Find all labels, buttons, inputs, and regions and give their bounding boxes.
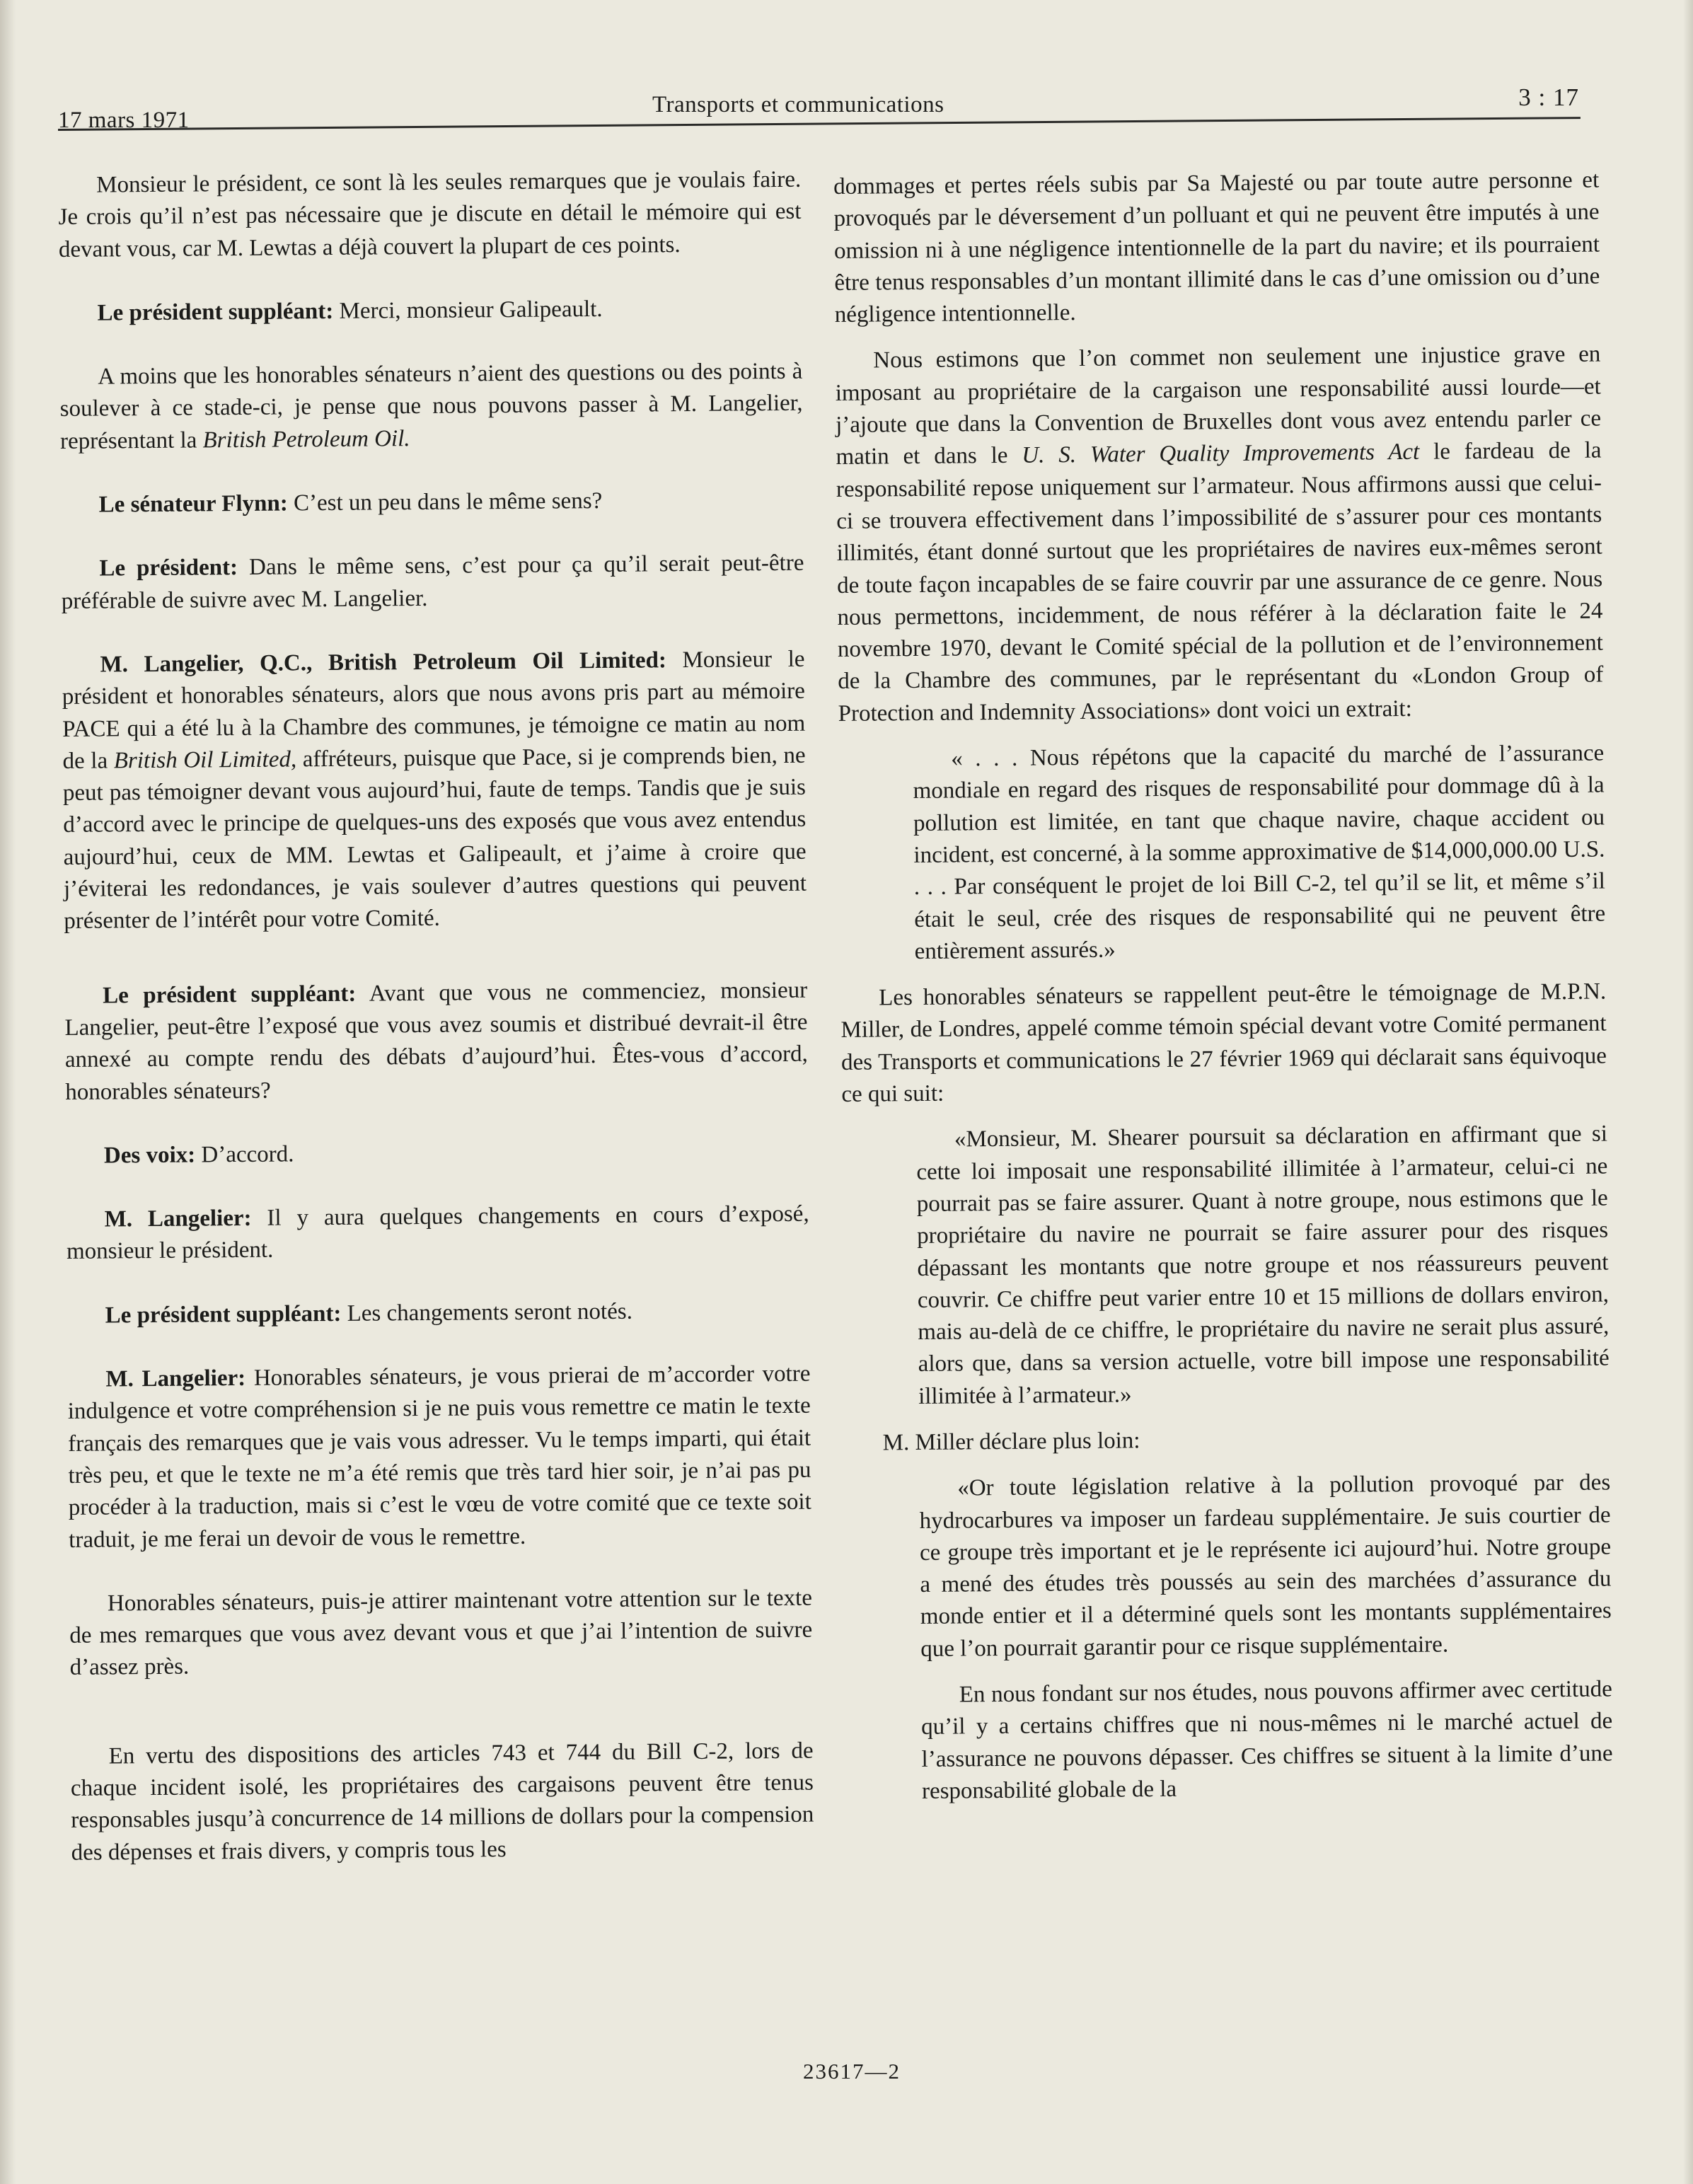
- paragraph: Les honorables sénateurs se rappellent peut-être le témoignage de M.P.N. Miller, de Londres, appelé comme témoin spécial devant votre Comité permanent des Transports et communications le 27 février 1969 qui déclarait sans équivoque ce qui suit:: [840, 978, 1607, 1107]
- speaker-label: Le sénateur Flynn:: [98, 490, 288, 518]
- speaker-label: M. Langelier:: [105, 1365, 246, 1392]
- speaker-label: Le président suppléant:: [105, 1300, 342, 1329]
- right-column: [833, 165, 1613, 1809]
- paragraph: [835, 339, 1604, 730]
- speech-text: Il y aura quelques changements en cours d’exposé, monsieur le président.: [66, 1201, 809, 1265]
- left-column: [58, 164, 814, 1869]
- header-date: 17 mars 1971: [58, 108, 190, 133]
- speaker-label: M. Langelier, Q.C., British Petroleum Oil Limited:: [100, 647, 667, 678]
- paragraph: En vertu des dispositions des articles 743 et 744 du Bill C-2, lors de chaque incident isolé, les propriétaires des cargaisons peuvent être tenus responsables jusqu’à concurrence de 14 millions de dollars pour la compension des dépenses et frais divers, y compris tous les: [70, 1738, 814, 1866]
- paragraph: [59, 292, 802, 330]
- paragraph: [64, 974, 808, 1108]
- speech-text: Les changements seront notés.: [341, 1298, 633, 1327]
- quote-block: « . . . Nous répétons que la capacité du marché de l’assurance mondiale en regard des risques de responsabilité pour dommage dû à la pollution est limitée, en tant que chaque navire, chaque accident ou incident, est concerné, à la somme approximative de $14,000,000.00 U.S. . . . Par conséquent le projet de loi Bill C-2, tel qu’il se lit, et même s’il était le seul, crée des risques de responsabilité qui ne peuvent être entièrement assurés.»: [913, 740, 1606, 964]
- paragraph: [66, 1135, 809, 1173]
- speech-text: Nous estimons que l’on commet non seulement une injustice grave en imposant au propriétaire de la cargaison une responsabilité aussi lourde—et j’ajoute que dans la Convention de Bruxelles dont vous avez entendu parler ce matin et dans le: [835, 342, 1602, 470]
- speaker-label: Le président suppléant:: [103, 981, 357, 1009]
- speech-text: Avant que vous ne commenciez, monsieur Langelier, peut-être l’exposé que vous avez soumis et distribué devrait-il être annexé au compte rendu des débats d’aujourd’hui. Êtes-vous d’accord, honorables sénateurs?: [64, 977, 808, 1105]
- speaker-label: Des voix:: [103, 1142, 196, 1169]
- paragraph: Monsieur le président, ce sont là les seules remarques que je voulais faire. Je crois qu’il n’est pas nécessaire que je discute en détail le mémoire qui est devant vous, car M. Lewtas a déjà couvert la plupart de ces points.: [58, 166, 802, 262]
- paragraph: [67, 1294, 810, 1332]
- page-edge-shadow: [0, 0, 16, 2184]
- speech-text: Honorables sénateurs, je vous prierai de m’accorder votre indulgence et votre compréhension si je ne puis vous remettre ce matin le texte français des remarques que je vais vous adresser. Vu le temps imparti, qui était très peu, et que le texte ne m’a été remis que très tard hier soir, je n’ai pas pu procéder à la traduction, mais si c’est le vœu de votre comité que ce texte soit traduit, je me ferai un devoir de vous le remettre.: [67, 1360, 811, 1553]
- italic-text: British Oil Limited,: [113, 746, 297, 774]
- italic-text: British Petroleum Oil.: [202, 425, 410, 453]
- quote-block: «Or toute législation relative à la pollution provoqué par des hydrocarbures va imposer un fardeau supplémentaire. Je suis courtier de ce groupe très important et je le représente ici aujourd’hui. Notre groupe a mené des études très poussés au sein des marchées d’assurance du monde entier et il a déterminé quels sont les montants supplémentaires que l’on pourrait garantir pour ce risque supplémentaire.: [919, 1469, 1612, 1662]
- speech-text: Merci, monsieur Galipeault.: [333, 296, 603, 324]
- paragraph: [62, 644, 807, 938]
- quote-block: «Monsieur, M. Shearer poursuit sa déclaration en affirmant que si cette loi imposait une responsabilité illimitée à l’armateur, celui-ci ne pourrait pas se faire assurer. Quant à notre groupe, nous estimons que le propriétaire du navire ne pourrait se faire assurer pour des risques dépassant les montants que notre groupe et nos réassureurs peuvent couvrir. Ce chiffre peut varier entre 10 et 15 millions de dollars environ, mais au-delà de ce chiffre, le propriétaire du navire ne serait plus assuré, alors que, dans sa version actuelle, votre bill impose une responsabilité illimitée à l’armateur.»: [916, 1121, 1610, 1409]
- speaker-label: M. Langelier:: [104, 1206, 252, 1232]
- paragraph: [67, 1358, 811, 1556]
- paragraph: [66, 1198, 809, 1269]
- paragraph: [61, 548, 804, 618]
- paragraph: dommages et pertes réels subis par Sa Majesté ou par toute autre personne et provoqués par le déversement d’un polluant et qui ne peuvent être imputés à une omission ni à une négligence intentionnelle de la part du navire; et ils pourraient être tenus responsables d’un montant illimité dans le cas d’une omission ou d’une négligence intentionnelle.: [833, 167, 1600, 328]
- header-title: Transports et communications: [652, 92, 944, 117]
- paragraph: Honorables sénateurs, puis-je attirer maintenant votre attention sur le texte de mes remarques que vous avez devant vous et que j’ai l’intention de suivre d’assez près.: [69, 1585, 813, 1681]
- speaker-label: Le président suppléant:: [97, 298, 334, 326]
- speech-text: D’accord.: [195, 1141, 294, 1168]
- header-page-ref: 3 : 17: [1518, 83, 1579, 111]
- italic-text: U. S. Water Quality Improvements Act: [1022, 439, 1420, 469]
- page-right-edge: [1683, 0, 1693, 2184]
- paragraph: [59, 356, 803, 458]
- page-footer-signature: 23617—2: [803, 2059, 901, 2084]
- speaker-label: Le président:: [99, 555, 238, 582]
- speech-text: affréteurs, puisque que Pace, si je comprends bien, ne peut pas témoigner devant vous aujourd’hui, faute de temps. Tandis que je suis d’accord avec le principe de quelques-uns des exposés que vous avez entendus aujourd’hui, ceux de MM. Lewtas et Galipeault, et j’aime à croire que j’éviterai les redondances, je vais soulever d’autres questions qui peuvent présenter de l’intérêt pour votre Comité.: [62, 742, 807, 935]
- paragraph: M. Miller déclare plus loin:: [882, 1428, 1140, 1456]
- quote-block: En nous fondant sur nos études, nous pouvons affirmer avec certitude qu’il y a certains chiffres que ni nous-mêmes ni le marché actuel de l’assurance ne pouvons dépasser. Ces chiffres se situent à la limite d’une responsabilité globale de la: [921, 1676, 1613, 1804]
- speech-text: le fardeau de la responsabilité repose uniquement sur l’armateur. Nous affirmons aussi que celui-ci se trouvera effectivement dans l’impossibilité de s’assurer pour ces montants illimités, étant donné surtout que les propriétaires de navires eux-mêmes seront de toute façon incapables de se faire couvrir par une assurance de ce genre. Nous nous permettons, incidemment, de nous référer à la déclaration faite le 24 novembre 1970, devant le Comité spécial de la pollution et de l’environnement de la Chambre des communes, par le représentant du «London Group of Protection and Indemnity Associations» dont voici un extrait:: [836, 437, 1604, 727]
- speech-text: C’est un peu dans le même sens?: [287, 488, 603, 516]
- speech-text: A moins que les honorables sénateurs n’aient des questions ou des points à soulever à ce stade-ci, je pense que nous pouvons passer à M. Langelier, représentant la: [59, 358, 803, 454]
- page-header: [58, 78, 1579, 134]
- speech-text: Dans le même sens, c’est pour ça qu’il serait peut-être préférable de suivre avec M. Langelier.: [61, 550, 804, 614]
- speech-text: Monsieur le président et honorables sénateurs, alors que nous avons pris part au mémoire PACE qui a été lu à la Chambre des communes, je témoigne ce matin au nom de la: [62, 646, 806, 774]
- paragraph: [61, 484, 804, 522]
